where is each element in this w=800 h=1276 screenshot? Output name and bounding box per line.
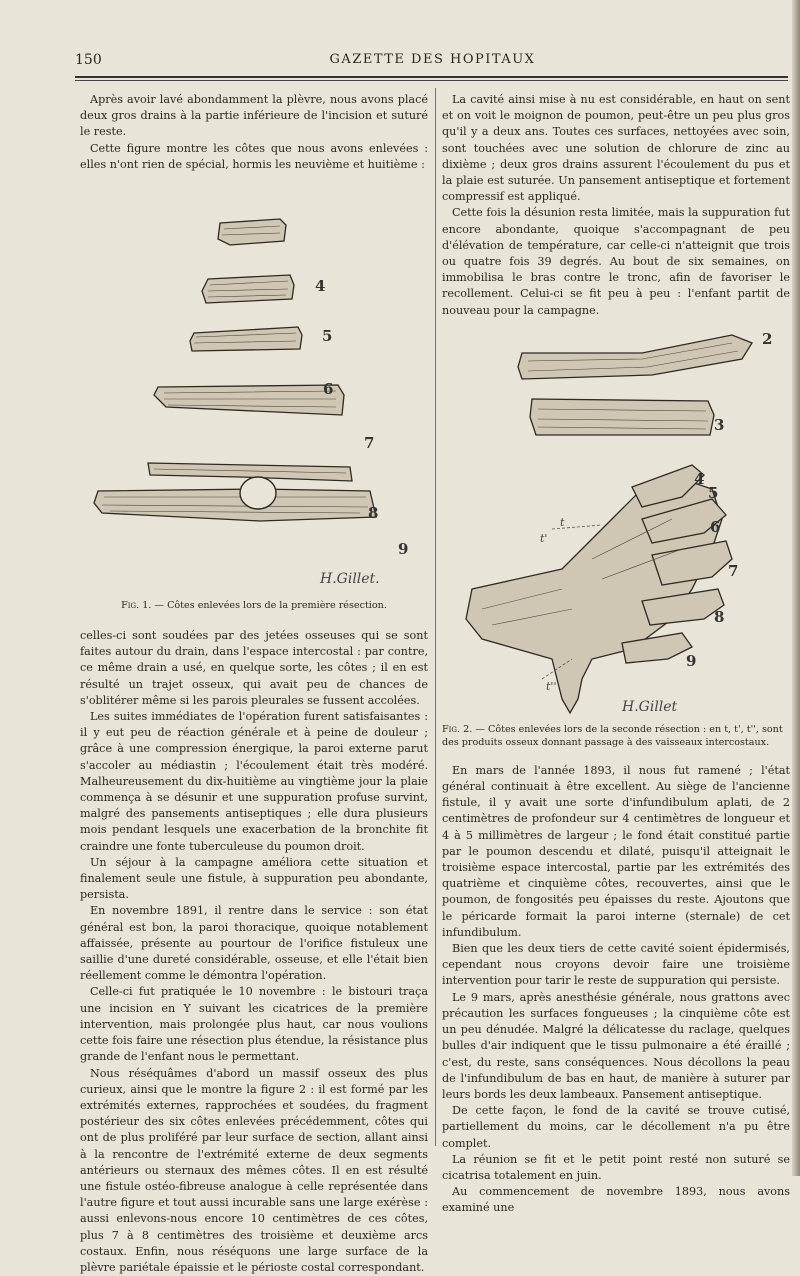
header-rule-thin: [75, 80, 788, 81]
figure-caption-text: — Côtes enlevées lors de la première résection.: [151, 600, 387, 611]
rib-label: 9: [686, 653, 696, 669]
rib-label: 5: [708, 485, 718, 501]
paragraph: La cavité ainsi mise à nu est considérable, en haut on sent et on voit le moignon de poumon, peut-être un peu plus gros qu'il y a deux ans. Toutes ces surfaces, nettoyées avec soin, sont touchées avec une solution de chlorure de zinc au dixième ; deux gros drains assurent l'écoulement du pus et la plaie est suturée. Un pansement antiseptique et fortement compressif est appliqué.: [442, 92, 790, 205]
rib-6: [190, 327, 302, 351]
column-divider: [435, 88, 436, 1146]
rib-label: 3: [714, 417, 724, 433]
page-header: [75, 52, 790, 74]
paragraph: Nous réséquâmes d'abord un massif osseux des plus curieux, ainsi que le montre la figure 2 : il est formé par les extrémités externes, rapprochées et soudées, du fragment postérieur des six côtes enlevées précédemment, côtes qui ont de plus proliféré par leur surface de section, allant ainsi à la rencontre de l'extrémité externe de deux segments antérieurs ou sternaux des mêmes côtes. Il en est résulté une fistule ostéo-fibreuse analogue à celle représentée dans l'autre figure et tout aussi incurable sans une large exérèse : aussi enlevons-nous encore 10 centimètres de ces côtes, plus 7 à 8 centimètres des troisième et deuxième arcs costaux. Enfin, nous réséquons une large surface de la plèvre pariétale épaissie et le périoste costal correspondant.: [80, 1066, 428, 1276]
figure-2: [442, 319, 790, 723]
figure-caption: [80, 599, 428, 612]
vessel-letter: t: [560, 515, 564, 531]
header-rule: [75, 76, 788, 78]
figure-caption-text: — Côtes enlevées lors de la seconde résection : en t, t', t'', sont des produits osseux donnant passage à des vaisseaux intercostaux.: [442, 724, 783, 748]
rib-label: 2: [762, 331, 772, 347]
rib-label: 8: [368, 505, 378, 521]
paragraph: Celle-ci fut pratiquée le 10 novembre : le bistouri traça une incision en Y suivant les cicatrices de la première intervention, mais prolongée plus haut, car nous voulions cette fois faire une résection plus étendue, la résistance plus grande de l'enfant nous le permettant.: [80, 984, 428, 1065]
left-column: [80, 92, 428, 1276]
figure-1: [80, 173, 428, 599]
rib-illustration-2: [442, 319, 790, 723]
drain-hole: [240, 477, 276, 509]
paragraph: Après avoir lavé abondamment la plèvre, nous avons placé deux gros drains à la partie inférieure de l'incision et suturé le reste.: [80, 92, 428, 141]
paragraph: En novembre 1891, il rentre dans le service : son état général est bon, la paroi thoracique, quoique notablement affaissée, présente au pourtour de l'orifice fistuleux une saillie d'une dureté considérable, osseuse, et elle l'était bien réellement comme le démontra l'opération.: [80, 903, 428, 984]
paragraph: Le 9 mars, après anesthésie générale, nous grattons avec précaution les surfaces fongueuses ; la cinquième côte est un peu dénudée. Malgré la délicatesse du raclage, quelques bulles d'air indiquent que le tissu pulmonaire a été éraillé ; c'est, du reste, sans conséquences. Nous décollons la peau de l'infundibulum de bas en haut, de manière à suturer par leurs bords les deux lambeaux. Pansement antiseptique.: [442, 990, 790, 1103]
rib-7: [154, 385, 344, 415]
figure-label: Fig. 1.: [121, 600, 151, 611]
journal-title: GAZETTE DES HOPITAUX: [75, 52, 790, 67]
paragraph: Un séjour à la campagne améliora cette situation et finalement seule une fistule, à suppuration peu abondante, persista.: [80, 855, 428, 904]
rib-label: 6: [323, 381, 333, 397]
rib-label: 4: [694, 471, 704, 487]
rib-label: 7: [364, 435, 374, 451]
illustrator-signature: H.Gillet: [622, 699, 677, 715]
right-column: [442, 92, 790, 1217]
rib-4: [218, 219, 286, 245]
rib-label: 5: [322, 328, 332, 344]
paragraph: Cette figure montre les côtes que nous avons enlevées : elles n'ont rien de spécial, hormis les neuvième et huitième :: [80, 141, 428, 173]
page-number: 150: [75, 52, 102, 68]
paragraph: Au commencement de novembre 1893, nous avons examiné une: [442, 1184, 790, 1216]
paragraph: Cette fois la désunion resta limitée, mais la suppuration fut encore abondante, quoique s'accompagnant de peu d'élévation de température, car celle-ci n'atteignit que trois ou quatre fois 39 degrés. Au bout de six semaines, on immobilisa le bras contre le tronc, afin de favoriser le recollement. Celui-ci se fit peu à peu : l'enfant partit de nouveau pour la campagne.: [442, 205, 790, 318]
rib-label: 7: [728, 563, 738, 579]
rib-label: 6: [710, 519, 720, 535]
rib-2: [518, 335, 752, 379]
rib-3: [530, 399, 714, 435]
paragraph: Les suites immédiates de l'opération furent satisfaisantes : il y eut peu de réaction générale et à peine de douleur ; grâce à une compression énergique, la paroi externe parut s'accoler au médiastin ; l'écoulement était très modéré. Malheureusement du dix-huitième au vingtième jour la plaie commença à se désunir et une suppuration profuse survint, malgré des pansements antiseptiques ; elle dura plusieurs mois pendant lesquels une exacerbation de la bronchite fit craindre une fonte tuberculeuse du poumon droit.: [80, 709, 428, 855]
figure-caption: [442, 723, 790, 749]
paragraph: celles-ci sont soudées par des jetées osseuses qui se sont faites autour du drain, dans l'espace intercostal : par contre, ce même drain a usé, en quelque sorte, les côtes ; il en est résulté un trajet osseux, qui avait peu de chances de s'oblitérer même si les parois pleurales se fussent accolées.: [80, 628, 428, 709]
vessel-letter: t': [540, 531, 547, 547]
rib-label: 4: [315, 278, 325, 294]
figure-label: Fig. 2.: [442, 724, 472, 735]
paragraph: La réunion se fit et le petit point resté non suturé se cicatrisa totalement en juin.: [442, 1152, 790, 1184]
rib-label: 9: [398, 541, 408, 557]
vessel-letter: t'': [546, 679, 556, 695]
rib-label: 8: [714, 609, 724, 625]
paragraph: En mars de l'année 1893, il nous fut ramené ; l'état général continuait à être excellent. Au siège de l'ancienne fistule, il y avait une sorte d'infundibulum aplati, de 2 centimètres de profondeur sur 4 centimètres de longueur et 4 à 5 millimètres de largeur ; le fond était constitué partie par le poumon descendu et dilaté, puisqu'il atteignait le troisième espace intercostal, partie par les extrémités des quatrième et cinquième côtes, recouvertes, ainsi que le poumon, de fongosités peu épaisses du reste. Ajoutons que le péricarde formait la paroi interne (sternale) de cet infundibulum.: [442, 763, 790, 941]
illustrator-signature: H.Gillet.: [320, 571, 380, 587]
paragraph: De cette façon, le fond de la cavité se trouve cutisé, partiellement du moins, car le décollement n'a pu être complet.: [442, 1103, 790, 1152]
paragraph: Bien que les deux tiers de cette cavité soient épidermisés, cependant nous croyons devoir faire une troisième intervention pour tarir le reste de suppuration qui persiste.: [442, 941, 790, 990]
page-edge: [792, 0, 800, 1176]
